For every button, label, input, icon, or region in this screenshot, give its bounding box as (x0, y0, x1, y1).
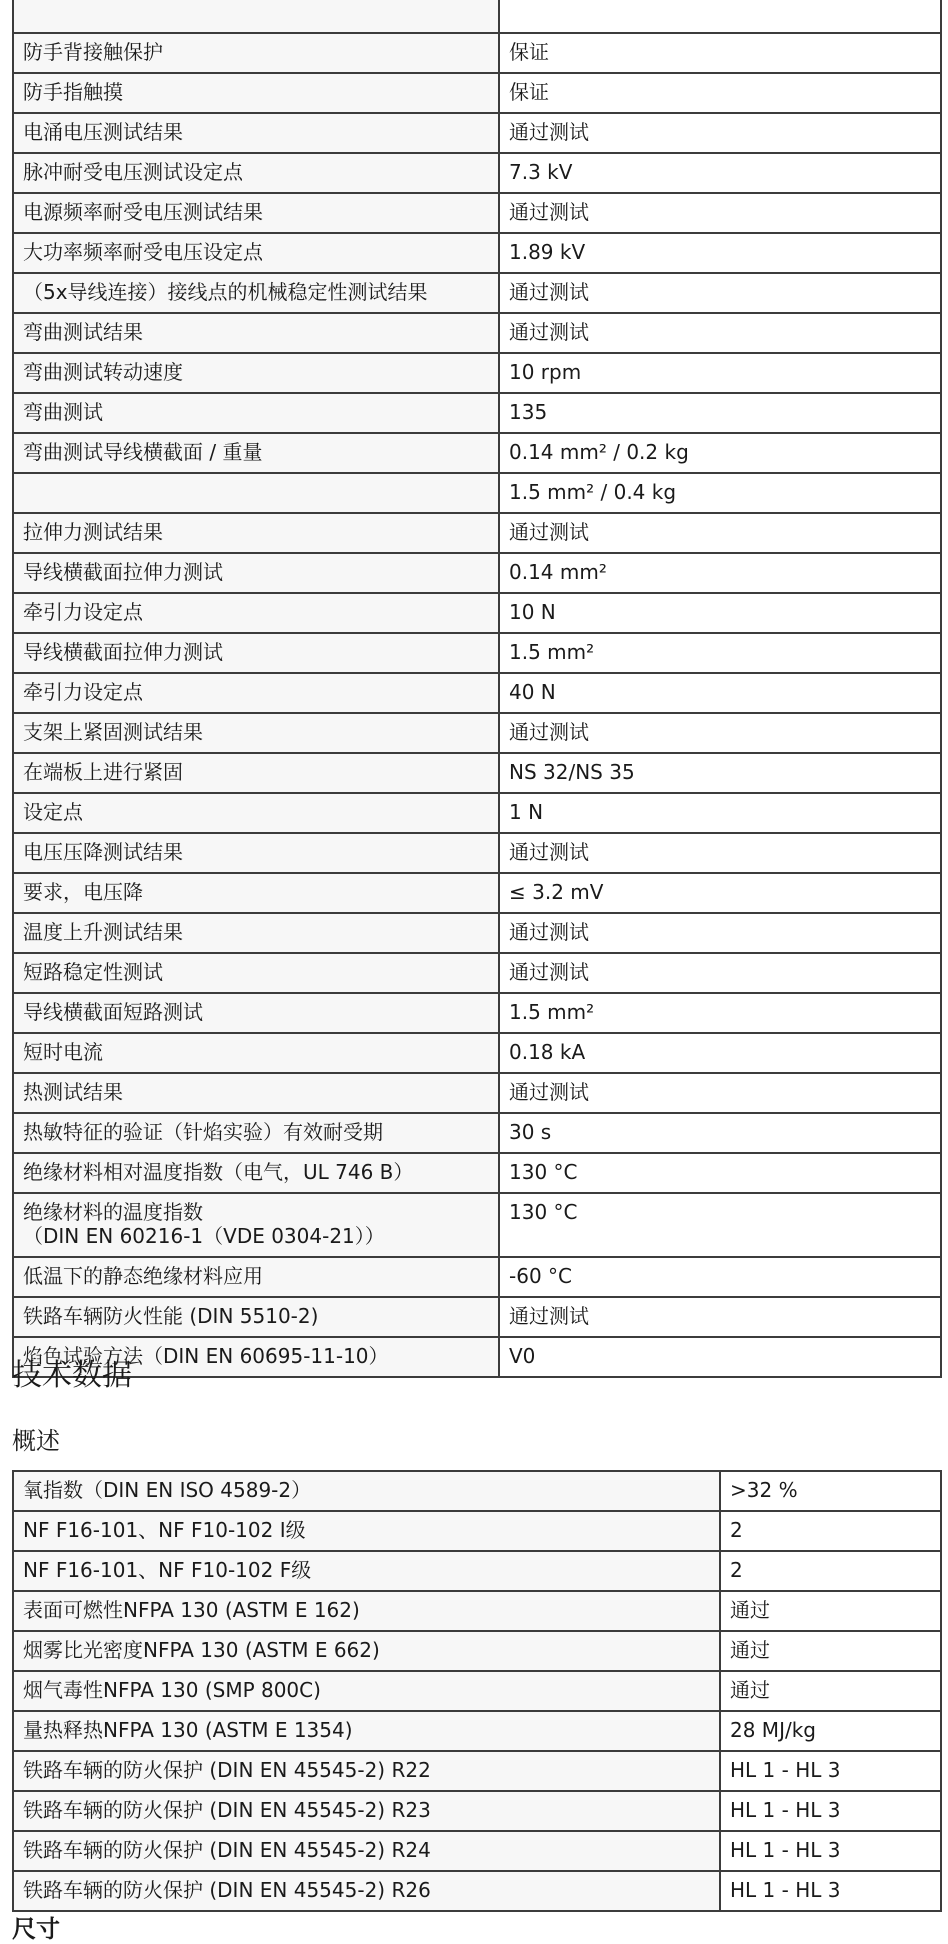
row-value: 10 rpm (499, 353, 941, 393)
row-value: 通过 (720, 1591, 941, 1631)
row-value: 40 N (499, 673, 941, 713)
table-row (13, 753, 941, 793)
section-title: 技术数据 (12, 1358, 132, 1393)
table-row (13, 1551, 941, 1591)
table-row (13, 473, 941, 513)
row-value: 7.3 kV (499, 153, 941, 193)
row-label: 绝缘材料相对温度指数（电气，UL 746 B） (13, 1153, 499, 1193)
table-row (13, 633, 941, 673)
row-value: 1.5 mm² (499, 633, 941, 673)
row-label: 脉冲耐受电压测试设定点 (13, 153, 499, 193)
row-label: 量热释热NFPA 130 (ASTM E 1354) (13, 1711, 720, 1751)
row-value: 30 s (499, 1113, 941, 1153)
row-value: HL 1 - HL 3 (720, 1791, 941, 1831)
row-label: 铁路车辆的防火保护 (DIN EN 45545-2) R24 (13, 1831, 720, 1871)
row-value: 保证 (499, 73, 941, 113)
row-value: 通过测试 (499, 113, 941, 153)
row-label: 支架上紧固测试结果 (13, 713, 499, 753)
row-value: 通过测试 (499, 713, 941, 753)
row-value: 2 (720, 1511, 941, 1551)
test-results-body (13, 0, 941, 1377)
table-row (13, 233, 941, 273)
row-label: 设定点 (13, 793, 499, 833)
row-label: 短路稳定性测试 (13, 953, 499, 993)
table-row (13, 153, 941, 193)
table-row (13, 1297, 941, 1337)
row-value: 通过测试 (499, 313, 941, 353)
row-value: 1.5 mm² (499, 993, 941, 1033)
row-value: >32 % (720, 1471, 941, 1511)
row-label: 电涌电压测试结果 (13, 113, 499, 153)
row-value: ≤ 3.2 mV (499, 873, 941, 913)
row-value: 通过 (720, 1671, 941, 1711)
row-label: 热敏特征的验证（针焰实验）有效耐受期 (13, 1113, 499, 1153)
row-label: 牵引力设定点 (13, 673, 499, 713)
row-value: 130 °C (499, 1153, 941, 1193)
technical-data-body (13, 1471, 941, 1911)
row-label: 电压压降测试结果 (13, 833, 499, 873)
row-label: NF F16-101、NF F10-102 I级 (13, 1511, 720, 1551)
row-label: 要求，电压降 (13, 873, 499, 913)
table-row (13, 513, 941, 553)
table-row (13, 73, 941, 113)
row-value: 通过测试 (499, 833, 941, 873)
row-label: 电源频率耐受电压测试结果 (13, 193, 499, 233)
row-label: 绝缘材料的温度指数 （DIN EN 60216-1（VDE 0304-21）） (13, 1193, 499, 1257)
row-value: 通过测试 (499, 1073, 941, 1113)
row-value: 通过测试 (499, 913, 941, 953)
table-row (13, 33, 941, 73)
table-row (13, 793, 941, 833)
row-label: （5x导线连接）接线点的机械稳定性测试结果 (13, 273, 499, 313)
row-value: NS 32/NS 35 (499, 753, 941, 793)
row-value: 0.14 mm² / 0.2 kg (499, 433, 941, 473)
row-label: NF F16-101、NF F10-102 F级 (13, 1551, 720, 1591)
row-value: -60 °C (499, 1257, 941, 1297)
table-row (13, 913, 941, 953)
row-value: 通过测试 (499, 193, 941, 233)
row-label: 导线横截面短路测试 (13, 993, 499, 1033)
table-row (13, 1337, 941, 1377)
row-label: 导线横截面拉伸力测试 (13, 633, 499, 673)
table-row (13, 1471, 941, 1511)
table-row (13, 673, 941, 713)
technical-data-table (12, 1470, 942, 1912)
row-value: 保证 (499, 33, 941, 73)
table-row (13, 993, 941, 1033)
row-label: 铁路车辆的防火保护 (DIN EN 45545-2) R26 (13, 1871, 720, 1911)
row-label: 烟雾比光密度NFPA 130 (ASTM E 662) (13, 1631, 720, 1671)
table-row (13, 1073, 941, 1113)
row-value: V0 (499, 1337, 941, 1377)
row-label: 大功率频率耐受电压设定点 (13, 233, 499, 273)
table-row (13, 1791, 941, 1831)
table-row (13, 713, 941, 753)
row-value: HL 1 - HL 3 (720, 1831, 941, 1871)
table-row (13, 1257, 941, 1297)
table-row (13, 433, 941, 473)
row-value: HL 1 - HL 3 (720, 1871, 941, 1911)
row-label: 表面可燃性NFPA 130 (ASTM E 162) (13, 1591, 720, 1631)
row-value: 130 °C (499, 1193, 941, 1257)
table-row (13, 1193, 941, 1257)
row-label (13, 0, 499, 33)
row-label (13, 473, 499, 513)
row-label: 低温下的静态绝缘材料应用 (13, 1257, 499, 1297)
row-label: 防手指触摸 (13, 73, 499, 113)
row-value: 2 (720, 1551, 941, 1591)
row-value: 通过测试 (499, 1297, 941, 1337)
table-row (13, 873, 941, 913)
table-row (13, 1671, 941, 1711)
row-value: 通过测试 (499, 953, 941, 993)
table-row (13, 113, 941, 153)
row-value (499, 0, 941, 33)
table-row (13, 273, 941, 313)
table-row (13, 1153, 941, 1193)
row-label: 弯曲测试导线横截面 / 重量 (13, 433, 499, 473)
section-subtitle: 概述 (12, 1427, 60, 1455)
table-row (13, 1831, 941, 1871)
table-row (13, 353, 941, 393)
row-label: 防手背接触保护 (13, 33, 499, 73)
table-row (13, 1033, 941, 1073)
row-label: 弯曲测试转动速度 (13, 353, 499, 393)
table-row (13, 553, 941, 593)
row-label: 热测试结果 (13, 1073, 499, 1113)
row-value: 28 MJ/kg (720, 1711, 941, 1751)
table-row (13, 1591, 941, 1631)
table-row (13, 1113, 941, 1153)
table-row (13, 953, 941, 993)
row-value: 0.18 kA (499, 1033, 941, 1073)
row-value: HL 1 - HL 3 (720, 1751, 941, 1791)
table-row (13, 1871, 941, 1911)
row-label: 弯曲测试 (13, 393, 499, 433)
test-results-table (12, 0, 942, 1378)
row-label: 铁路车辆的防火保护 (DIN EN 45545-2) R23 (13, 1791, 720, 1831)
row-value: 0.14 mm² (499, 553, 941, 593)
row-label: 牵引力设定点 (13, 593, 499, 633)
row-label: 焰色试验方法（DIN EN 60695-11-10） (13, 1337, 499, 1377)
table-row (13, 1511, 941, 1551)
row-label: 拉伸力测试结果 (13, 513, 499, 553)
row-value: 通过测试 (499, 273, 941, 313)
row-label: 氧指数（DIN EN ISO 4589-2） (13, 1471, 720, 1511)
table-row (13, 313, 941, 353)
table-row (13, 593, 941, 633)
next-section-title: 尺寸 (12, 1915, 60, 1943)
row-value: 1.89 kV (499, 233, 941, 273)
row-value: 1.5 mm² / 0.4 kg (499, 473, 941, 513)
row-label: 温度上升测试结果 (13, 913, 499, 953)
row-value: 135 (499, 393, 941, 433)
row-label: 导线横截面拉伸力测试 (13, 553, 499, 593)
row-value: 1 N (499, 793, 941, 833)
row-label: 烟气毒性NFPA 130 (SMP 800C) (13, 1671, 720, 1711)
row-value: 10 N (499, 593, 941, 633)
table-row (13, 393, 941, 433)
table-row (13, 0, 941, 33)
row-label: 弯曲测试结果 (13, 313, 499, 353)
row-label: 铁路车辆防火性能 (DIN 5510-2) (13, 1297, 499, 1337)
table-row (13, 1711, 941, 1751)
row-label: 在端板上进行紧固 (13, 753, 499, 793)
table-row (13, 1631, 941, 1671)
table-row (13, 833, 941, 873)
table-row (13, 1751, 941, 1791)
row-value: 通过测试 (499, 513, 941, 553)
table-row (13, 193, 941, 233)
row-value: 通过 (720, 1631, 941, 1671)
row-label: 铁路车辆的防火保护 (DIN EN 45545-2) R22 (13, 1751, 720, 1791)
row-label: 短时电流 (13, 1033, 499, 1073)
